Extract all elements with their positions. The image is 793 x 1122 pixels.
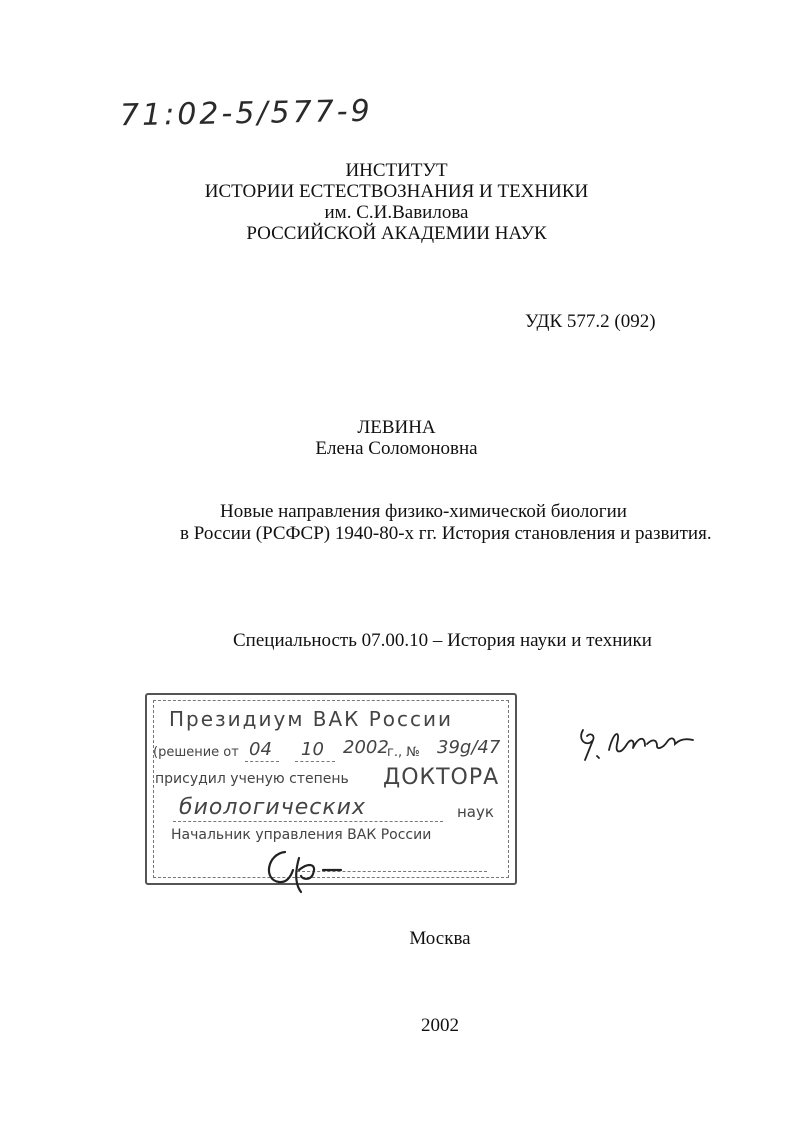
stamp-number: 39g/47 xyxy=(437,737,501,758)
stamp-month: 10 xyxy=(301,739,324,760)
specialty: Специальность 07.00.10 – История науки и техники xyxy=(233,630,652,651)
stamp-field: биологических xyxy=(179,795,366,820)
institute-line-1: ИНСТИТУТ xyxy=(345,160,448,181)
stamp-year: 2002 xyxy=(343,737,389,758)
stamp-day-line xyxy=(245,761,279,762)
stamp-decision-label: (решение от xyxy=(153,745,239,760)
institute-line-3: им. С.И.Вавилова xyxy=(324,202,469,223)
stamp-signature xyxy=(255,840,375,900)
stamp-year-suffix: г., № xyxy=(387,745,420,760)
archive-number: 71:02-5/577-9 xyxy=(119,93,373,134)
author-name: Елена Соломоновна xyxy=(315,438,478,459)
stamp-header: Президиум ВАК России xyxy=(169,707,454,731)
udk-code: УДК 577.2 (092) xyxy=(525,311,656,332)
institute-line-2: ИСТОРИИ ЕСТЕСТВОЗНАНИЯ И ТЕХНИКИ xyxy=(204,181,589,202)
stamp-chief: Начальник управления ВАК России xyxy=(171,827,432,843)
city: Москва xyxy=(409,928,471,949)
title-line-2: в России (РСФСР) 1940-80-х гг. История становления и развития. xyxy=(180,523,712,544)
title-line-1: Новые направления физико-химической биологии xyxy=(220,501,627,522)
stamp-month-line xyxy=(295,761,335,762)
institute-line-4: РОССИЙСКОЙ АКАДЕМИИ НАУК xyxy=(246,223,547,244)
author-surname: ЛЕВИНА xyxy=(357,417,436,438)
stamp-day: 04 xyxy=(249,739,272,760)
author-signature xyxy=(575,722,705,767)
stamp-field-line xyxy=(173,821,443,822)
stamp-field-suffix: наук xyxy=(457,803,494,821)
stamp-degree: ДОКТОРА xyxy=(383,765,500,790)
stamp-awarded-label: присудил ученую степень xyxy=(155,771,349,787)
year: 2002 xyxy=(421,1015,459,1036)
